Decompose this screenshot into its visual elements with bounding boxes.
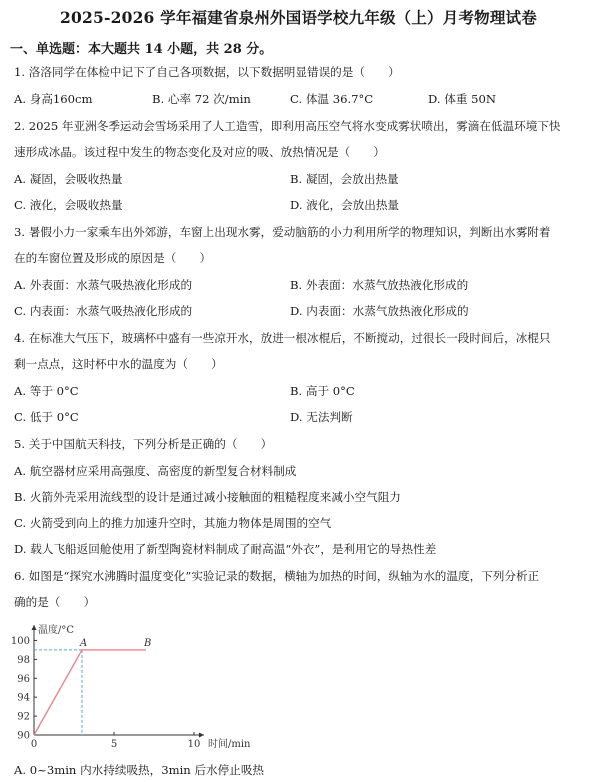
q1-option-b[interactable]: B. 心率 72 次/min: [152, 92, 251, 106]
q4-stem-line2: 剩一点点，这时杯中水的温度为（ ）: [14, 357, 223, 371]
q5-option-a[interactable]: A. 航空器材应采用高强度、高密度的新型复合材料制成: [14, 464, 297, 478]
q2-option-d[interactable]: D. 液化，会放出热量: [290, 198, 400, 212]
q5-option-b[interactable]: B. 火箭外壳采用流线型的设计是通过减小接触面的粗糙程度来减小空气阻力: [14, 490, 401, 504]
q1-option-d[interactable]: D. 体重 50N: [428, 92, 497, 106]
q4-option-b[interactable]: B. 高于 0°C: [290, 384, 355, 398]
q3-stem-line2: 在的车窗位置及形成的原因是（ ）: [14, 251, 212, 265]
q3-option-d[interactable]: D. 内表面：水蒸气放热液化形成的: [290, 304, 469, 318]
q2-stem-line2: 速形成冰晶。该过程中发生的物态变化及对应的吸、放热情况是（ ）: [14, 145, 386, 159]
q5-stem: 5. 关于中国航天科技，下列分析是正确的（ ）: [14, 437, 273, 451]
y-tick-label: 100: [10, 635, 30, 647]
y-axis-label: 温度/°C: [38, 625, 75, 636]
y-tick-label: 92: [17, 711, 30, 723]
point-label-b: B: [144, 637, 152, 649]
q1-stem: 1. 洛洛同学在体检中记下了自己各项数据，以下数据明显错误的是（ ）: [14, 65, 400, 79]
y-tick-label: 98: [17, 654, 30, 666]
q3-option-b[interactable]: B. 外表面：水蒸气放热液化形成的: [290, 278, 469, 292]
point-label-a: A: [80, 637, 88, 649]
y-tick-label: 90: [17, 730, 30, 742]
q2-option-c[interactable]: C. 液化，会吸收热量: [14, 198, 123, 212]
q3-option-c[interactable]: C. 内表面：水蒸气吸热液化形成的: [14, 304, 193, 318]
x-axis-label: 时间/min: [208, 739, 251, 750]
y-axis-arrow: [32, 625, 37, 630]
section-heading: 一、单选题：本大题共 14 小题，共 28 分。: [10, 42, 273, 57]
q1-option-c[interactable]: C. 体温 36.7°C: [290, 92, 374, 106]
x-tick-label: 5: [110, 739, 118, 750]
q6-stem-line1: 6. 如图是“探究水沸腾时温度变化”实验记录的数据，横轴为加热的时间，纵轴为水的温度，下列分析正: [14, 569, 540, 583]
q5-option-d[interactable]: D. 载人飞船返回舱使用了新型陶瓷材料制成了耐高温“外衣”，是利用它的导热性差: [14, 542, 437, 556]
q2-stem-line1: 2. 2025 年亚洲冬季运动会雪场采用了人工造雪，即利用高压空气将水变成雾状喷出，雾滴在低温环境下快: [14, 119, 561, 133]
x-tick-label: 0: [30, 739, 38, 750]
q3-stem-line1: 3. 暑假小力一家乘车出外郊游，车窗上出现水雾，爱动脑筋的小力利用所学的物理知识，判断出水雾附着: [14, 225, 551, 239]
y-tick-label: 94: [17, 692, 30, 704]
x-tick-label: 10: [187, 739, 201, 750]
q6-stem-line2: 确的是（ ）: [14, 595, 96, 609]
y-tick-label: 96: [17, 673, 30, 685]
q5-option-c[interactable]: C. 火箭受到向上的推力加速升空时，其施力物体是周围的空气: [14, 516, 332, 530]
q4-option-d[interactable]: D. 无法判断: [290, 410, 353, 424]
q2-option-a[interactable]: A. 凝固，会吸收热量: [14, 172, 123, 186]
q6-option-a[interactable]: A. 0~3min 内水持续吸热，3min 后水停止吸热: [14, 763, 265, 777]
page-title: 2025-2026 学年福建省泉州外国语学校九年级（上）月考物理试卷: [60, 8, 537, 27]
q3-option-a[interactable]: A. 外表面：水蒸气吸热液化形成的: [14, 278, 193, 292]
q4-stem-line1: 4. 在标准大气压下，玻璃杯中盛有一些凉开水，放进一根冰棍后，不断搅动，过很长一段时间后，冰棍只: [14, 331, 551, 345]
q4-option-a[interactable]: A. 等于 0°C: [14, 384, 79, 398]
q4-option-c[interactable]: C. 低于 0°C: [14, 410, 79, 424]
q1-option-a[interactable]: A. 身高160cm: [14, 92, 93, 106]
temperature-line: [34, 650, 146, 735]
boiling-temperature-chart: [10, 620, 251, 752]
x-axis-arrow: [199, 733, 204, 738]
q2-option-b[interactable]: B. 凝固，会放出热量: [290, 172, 399, 186]
